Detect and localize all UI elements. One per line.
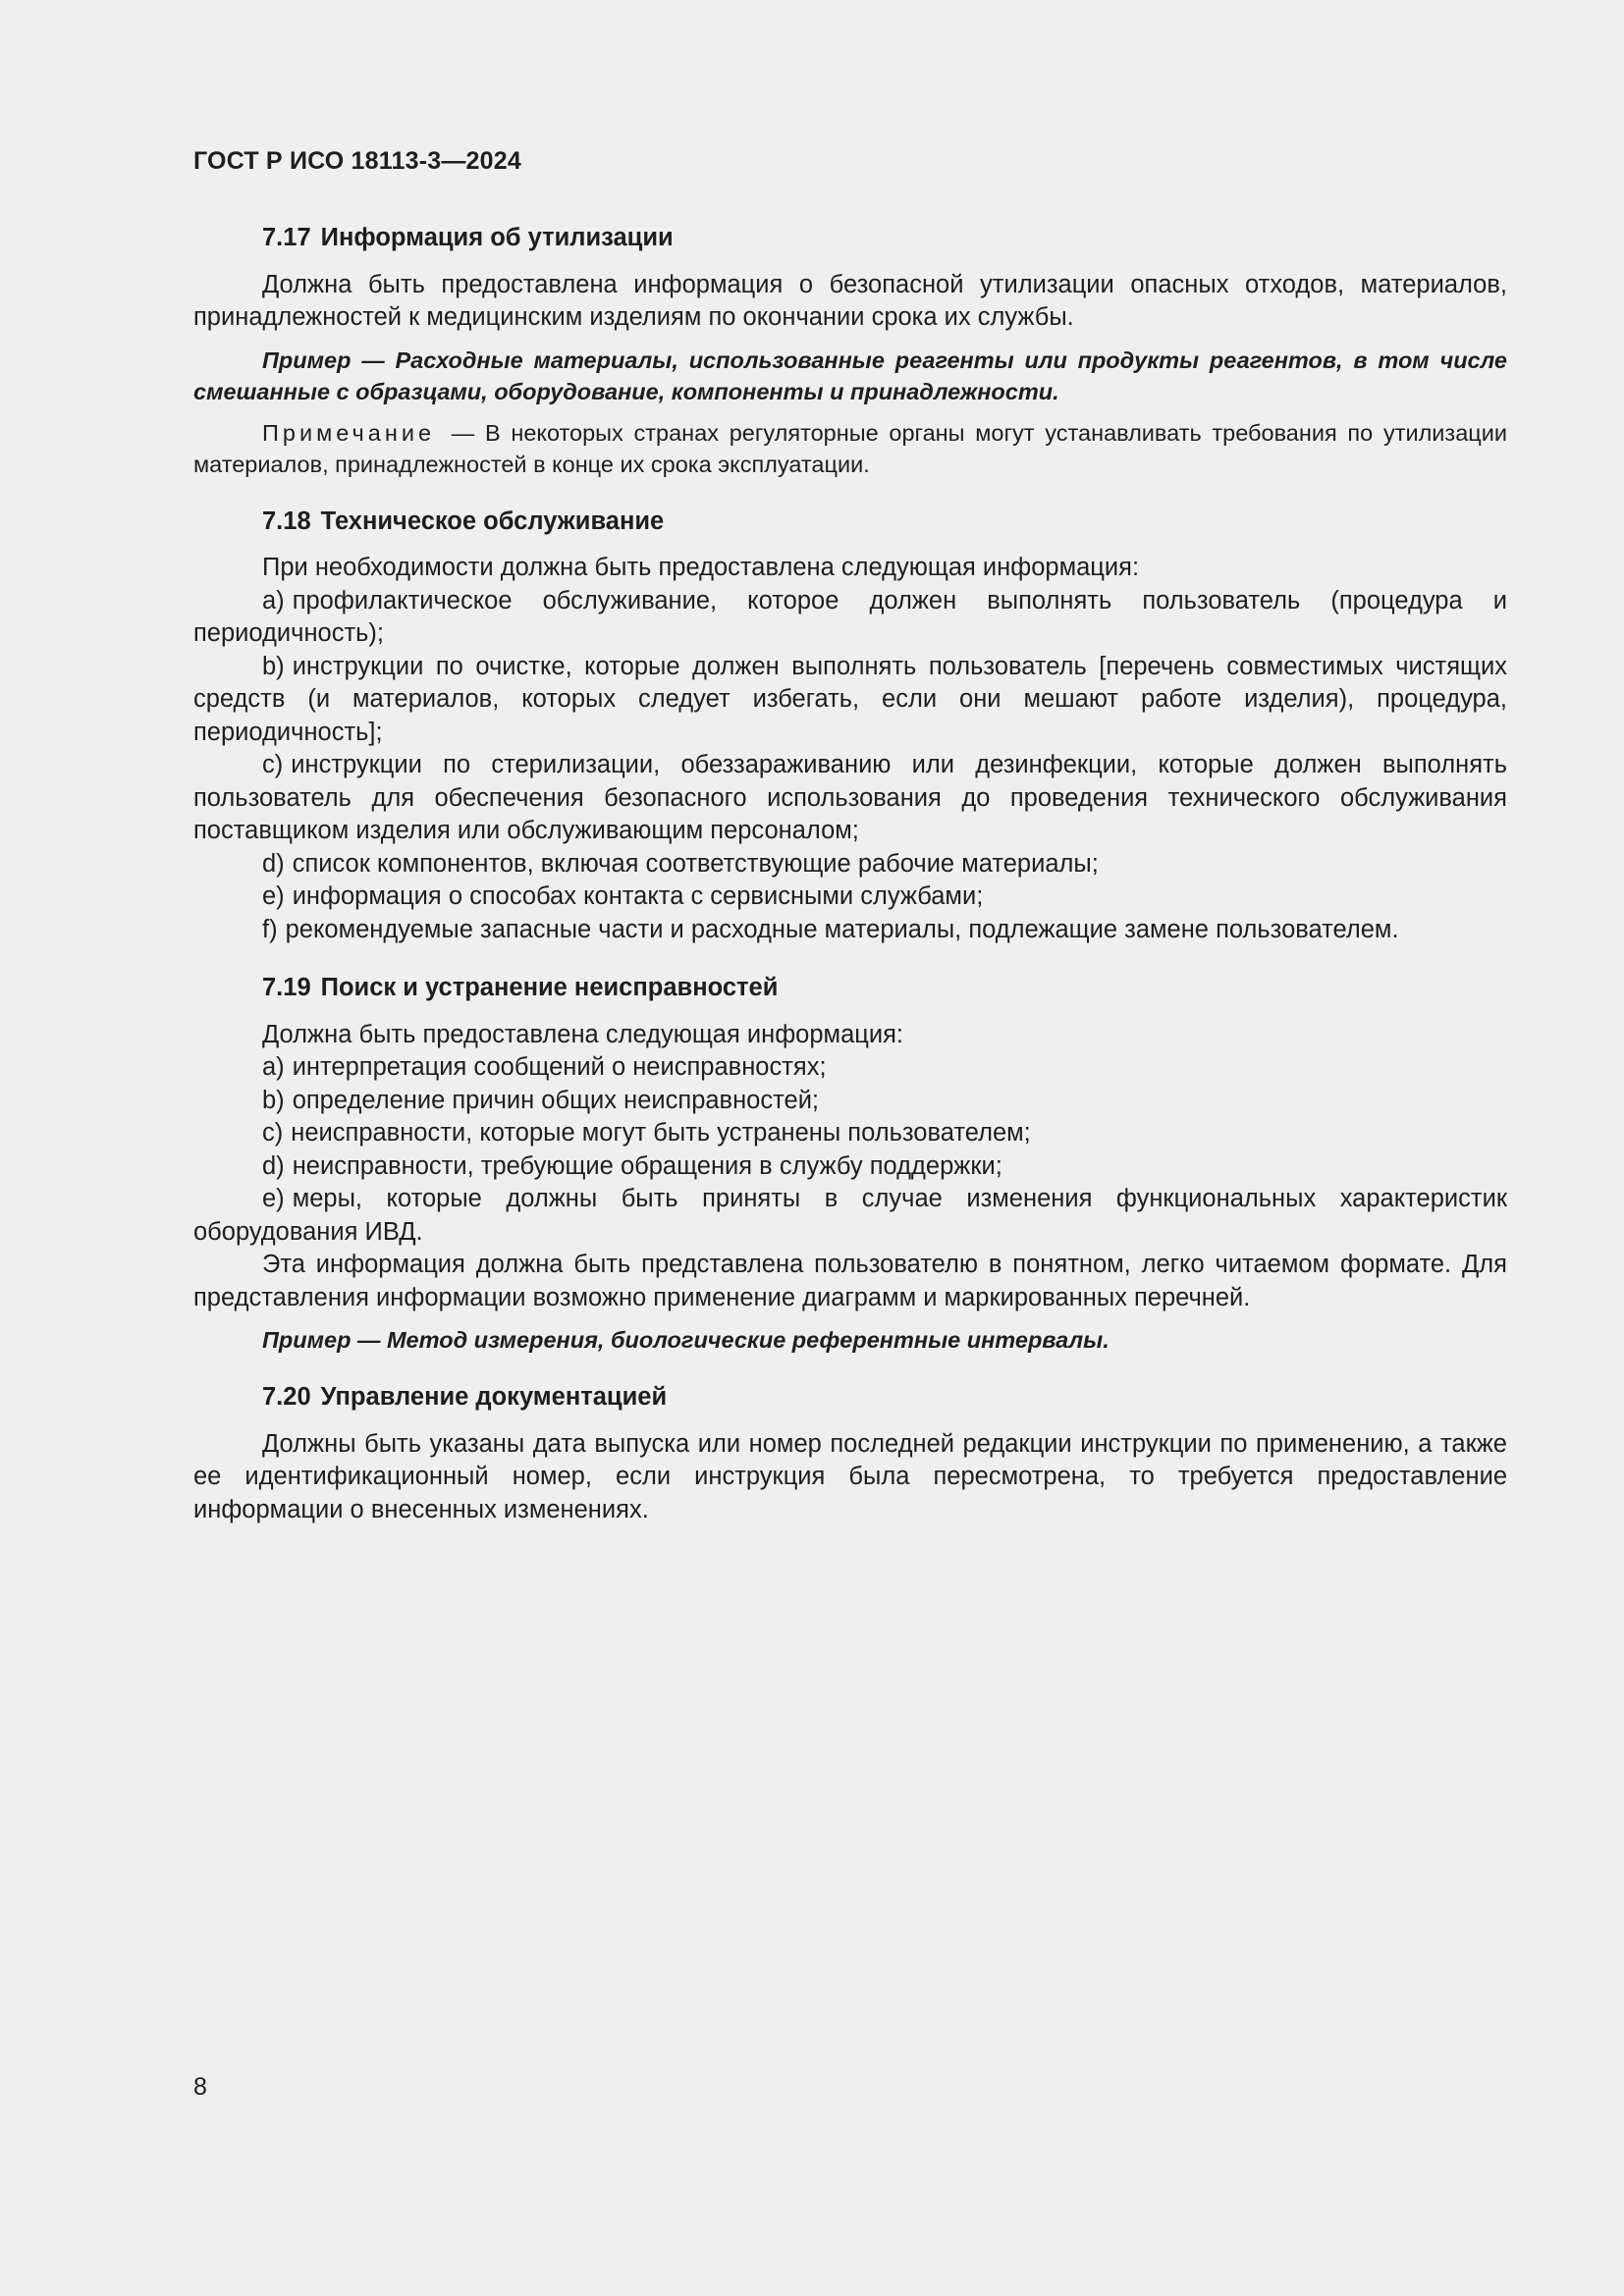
section-7-20 bbox=[193, 1381, 1507, 1526]
list-item bbox=[193, 585, 1507, 651]
list-item bbox=[193, 651, 1507, 750]
list-marker: e) bbox=[262, 882, 285, 910]
list-marker: d) bbox=[262, 849, 285, 878]
example-text: Пример — Метод измерения, биологические референтные интервалы. bbox=[262, 1327, 1110, 1353]
list-item bbox=[193, 1051, 1507, 1085]
section-heading bbox=[193, 222, 1507, 255]
section-title: Информация об утилизации bbox=[320, 224, 674, 251]
document-header: ГОСТ Р ИСО 18113-3—2024 bbox=[193, 147, 521, 175]
list-item-text: неисправности, требующие обращения в службу поддержки; bbox=[292, 1151, 1002, 1180]
section-title: Техническое обслуживание bbox=[320, 507, 665, 535]
section-number: 7.18 bbox=[262, 507, 311, 535]
list-marker: c) bbox=[262, 751, 284, 778]
list-item-text: профилактическое обслуживание, которое должен выполнять пользователь (процедура и периодичность); bbox=[193, 586, 1507, 647]
list-item-text: интерпретация сообщений о неисправностях; bbox=[292, 1053, 827, 1081]
section-7-17 bbox=[193, 222, 1507, 480]
paragraph: Должны быть указаны дата выпуска или номер последней редакции инструкции по применению, а также ее идентификационный номер, если инструкция была пересмотрена, то требуется предоставление информации о внесенных изменениях. bbox=[193, 1429, 1507, 1523]
section-number: 7.19 bbox=[262, 974, 311, 1001]
page-content bbox=[193, 222, 1507, 1552]
list-item bbox=[193, 1150, 1507, 1184]
list-item-text: инструкции по стерилизации, обеззараживанию или дезинфекции, которые должен выполнять пользователь для обеспечения безопасного использования до проведения технического обслуживания поставщиком изделия или обслуживающим персоналом; bbox=[193, 751, 1507, 844]
list-item bbox=[193, 914, 1507, 947]
list-marker: f) bbox=[262, 915, 278, 943]
list-item bbox=[193, 749, 1507, 848]
list-item-text: рекомендуемые запасные части и расходные материалы, подлежащие замене пользователем. bbox=[285, 915, 1399, 943]
list-item-text: информация о способах контакта с сервисными службами; bbox=[292, 882, 984, 910]
list-item bbox=[193, 881, 1507, 914]
paragraph: Должна быть предоставлена информация о безопасной утилизации опасных отходов, материалов, принадлежностей к медицинским изделиям по окончании срока их службы. bbox=[193, 270, 1507, 331]
list-item bbox=[193, 848, 1507, 881]
list-marker: a) bbox=[262, 586, 285, 614]
list-marker: a) bbox=[262, 1053, 285, 1081]
list-item-text: определение причин общих неисправностей; bbox=[292, 1086, 820, 1114]
paragraph: Должна быть предоставлена следующая информация: bbox=[262, 1020, 904, 1048]
note bbox=[193, 417, 1507, 480]
section-heading bbox=[193, 1381, 1507, 1415]
section-7-19 bbox=[193, 972, 1507, 1356]
paragraph: Эта информация должна быть представлена пользователю в понятном, легко читаемом формате. Для представления информации возможно применение диаграмм и маркированных перечней. bbox=[193, 1251, 1507, 1311]
note-text: — В некоторых странах регуляторные органы могут устанавливать требования по утилизации материалов, принадлежностей в конце их срока эксплуатации. bbox=[193, 419, 1507, 477]
page-number: 8 bbox=[193, 2073, 207, 2101]
list-item-text: инструкции по очистке, которые должен выполнять пользователь [перечень совместимых чистящих средств (и материалов, которых следует избегать, если они мешают работе изделия), процедура, периодичность]; bbox=[193, 652, 1507, 746]
section-number: 7.20 bbox=[262, 1383, 311, 1411]
list-item bbox=[193, 1117, 1507, 1150]
list-item-text: список компонентов, включая соответствующие рабочие материалы; bbox=[292, 849, 1099, 878]
section-heading bbox=[193, 506, 1507, 539]
section-7-18 bbox=[193, 506, 1507, 947]
list-marker: d) bbox=[262, 1151, 285, 1180]
list-item bbox=[193, 1085, 1507, 1118]
paragraph: При необходимости должна быть предоставлена следующая информация: bbox=[262, 554, 1140, 581]
section-heading bbox=[193, 972, 1507, 1005]
list-item bbox=[193, 1183, 1507, 1249]
section-number: 7.17 bbox=[262, 224, 311, 251]
list-marker: b) bbox=[262, 1086, 285, 1114]
section-title: Управление документацией bbox=[320, 1383, 668, 1411]
list-marker: c) bbox=[262, 1119, 284, 1147]
section-title: Поиск и устранение неисправностей bbox=[320, 974, 779, 1001]
list-marker: e) bbox=[262, 1185, 285, 1212]
list-marker: b) bbox=[262, 652, 285, 680]
list-item-text: меры, которые должны быть приняты в случае изменения функциональных характеристик оборудования ИВД. bbox=[193, 1185, 1507, 1246]
example-text: Пример — Расходные материалы, использованные реагенты или продукты реагентов, в том числе смешанные с образцами, оборудование, компоненты и принадлежности. bbox=[193, 347, 1507, 404]
note-label: Примечание bbox=[262, 419, 436, 446]
list-item-text: неисправности, которые могут быть устранены пользователем; bbox=[291, 1119, 1031, 1147]
